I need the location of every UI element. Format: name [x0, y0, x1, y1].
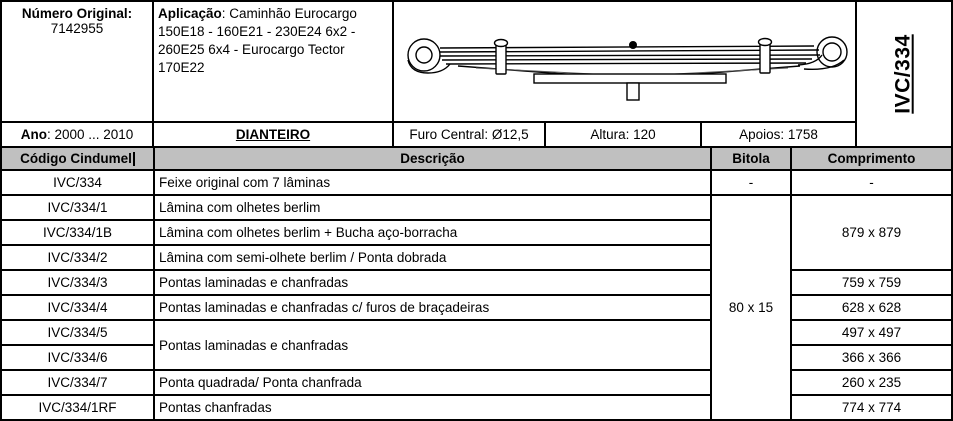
- table-row: [2, 370, 951, 395]
- leaf-spring-diagram: [394, 2, 857, 121]
- descricao-cell: Lâmina com olhetes berlim: [154, 195, 711, 220]
- model-code-vertical: IVC/334: [891, 34, 915, 114]
- bitola-cell: -: [711, 170, 791, 195]
- header-bitola: Bitola: [711, 148, 791, 170]
- furo-central-cell: Furo Central: Ø12,5: [394, 121, 546, 146]
- comprimento-cell: -: [791, 170, 951, 195]
- codigo-cell: IVC/334/1B: [2, 220, 154, 245]
- table-row: [2, 320, 951, 345]
- leaf-spring-drawing-svg: [396, 3, 853, 120]
- descricao-cell: Pontas laminadas e chanfradas: [154, 270, 711, 295]
- aplicacao-value: : Caminhão Eurocargo 150E18 - 160E21 - 230E24 6x2 - 260E25 6x4 - Eurocargo Tector 170E22: [158, 6, 357, 75]
- center-bolt-icon: [629, 41, 637, 49]
- posicao-cell: DIANTEIRO: [154, 121, 394, 146]
- header-descricao: Descrição: [154, 148, 711, 170]
- table-header-row: [2, 148, 951, 170]
- comprimento-cell: 260 x 235: [791, 370, 951, 395]
- info-section: [2, 2, 951, 148]
- numero-original-label: Número Original:: [21, 6, 133, 21]
- descricao-cell: Ponta quadrada/ Ponta chanfrada: [154, 370, 711, 395]
- comprimento-cell: 774 x 774: [791, 395, 951, 420]
- model-code-vertical-cell: [857, 2, 951, 146]
- table-row: [2, 170, 951, 195]
- comprimento-cell: 759 x 759: [791, 270, 951, 295]
- table-row: [2, 270, 951, 295]
- altura-cell: Altura: 120: [546, 121, 702, 146]
- codigo-cell: IVC/334/5: [2, 320, 154, 345]
- numero-original-value: 7142955: [50, 21, 104, 36]
- table-row: [2, 395, 951, 420]
- numero-original-cell: [2, 2, 154, 121]
- apoios-cell: Apoios: 1758: [702, 121, 857, 146]
- comprimento-cell: 497 x 497: [791, 320, 951, 345]
- codigo-cell: IVC/334/4: [2, 295, 154, 320]
- descricao-cell: Pontas laminadas e chanfradas c/ furos de braçadeiras: [154, 295, 711, 320]
- ano-cell: [2, 121, 154, 146]
- comprimento-cell: 628 x 628: [791, 295, 951, 320]
- comprimento-merged-cell: 879 x 879: [791, 195, 951, 270]
- table-row: [2, 195, 951, 220]
- descricao-cell: Lâmina com semi-olhete berlim / Ponta dobrada: [154, 245, 711, 270]
- codigo-cell: IVC/334/6: [2, 345, 154, 370]
- table-row: [2, 295, 951, 320]
- parts-table: [2, 148, 951, 421]
- codigo-cell: IVC/334/1: [2, 195, 154, 220]
- header-codigo[interactable]: Código Cindumel: [2, 148, 154, 170]
- aplicacao-label: Aplicação: [158, 6, 222, 21]
- codigo-cell: IVC/334/1RF: [2, 395, 154, 420]
- codigo-cell: IVC/334/7: [2, 370, 154, 395]
- descricao-cell: Lâmina com olhetes berlim + Bucha aço-borracha: [154, 220, 711, 245]
- text-cursor: [133, 152, 135, 166]
- header-comprimento: Comprimento: [791, 148, 951, 170]
- aplicacao-cell: [154, 2, 394, 121]
- codigo-cell: IVC/334: [2, 170, 154, 195]
- codigo-cell: IVC/334/2: [2, 245, 154, 270]
- descricao-cell: Pontas chanfradas: [154, 395, 711, 420]
- descricao-merged-cell: Pontas laminadas e chanfradas: [154, 320, 711, 370]
- codigo-cell: IVC/334/3: [2, 270, 154, 295]
- ano-label: Ano: [20, 127, 47, 142]
- bitola-merged-cell: 80 x 15: [711, 195, 791, 420]
- ano-value: : 2000 ... 2010: [46, 127, 134, 142]
- comprimento-cell: 366 x 366: [791, 345, 951, 370]
- descricao-cell: Feixe original com 7 lâminas: [154, 170, 711, 195]
